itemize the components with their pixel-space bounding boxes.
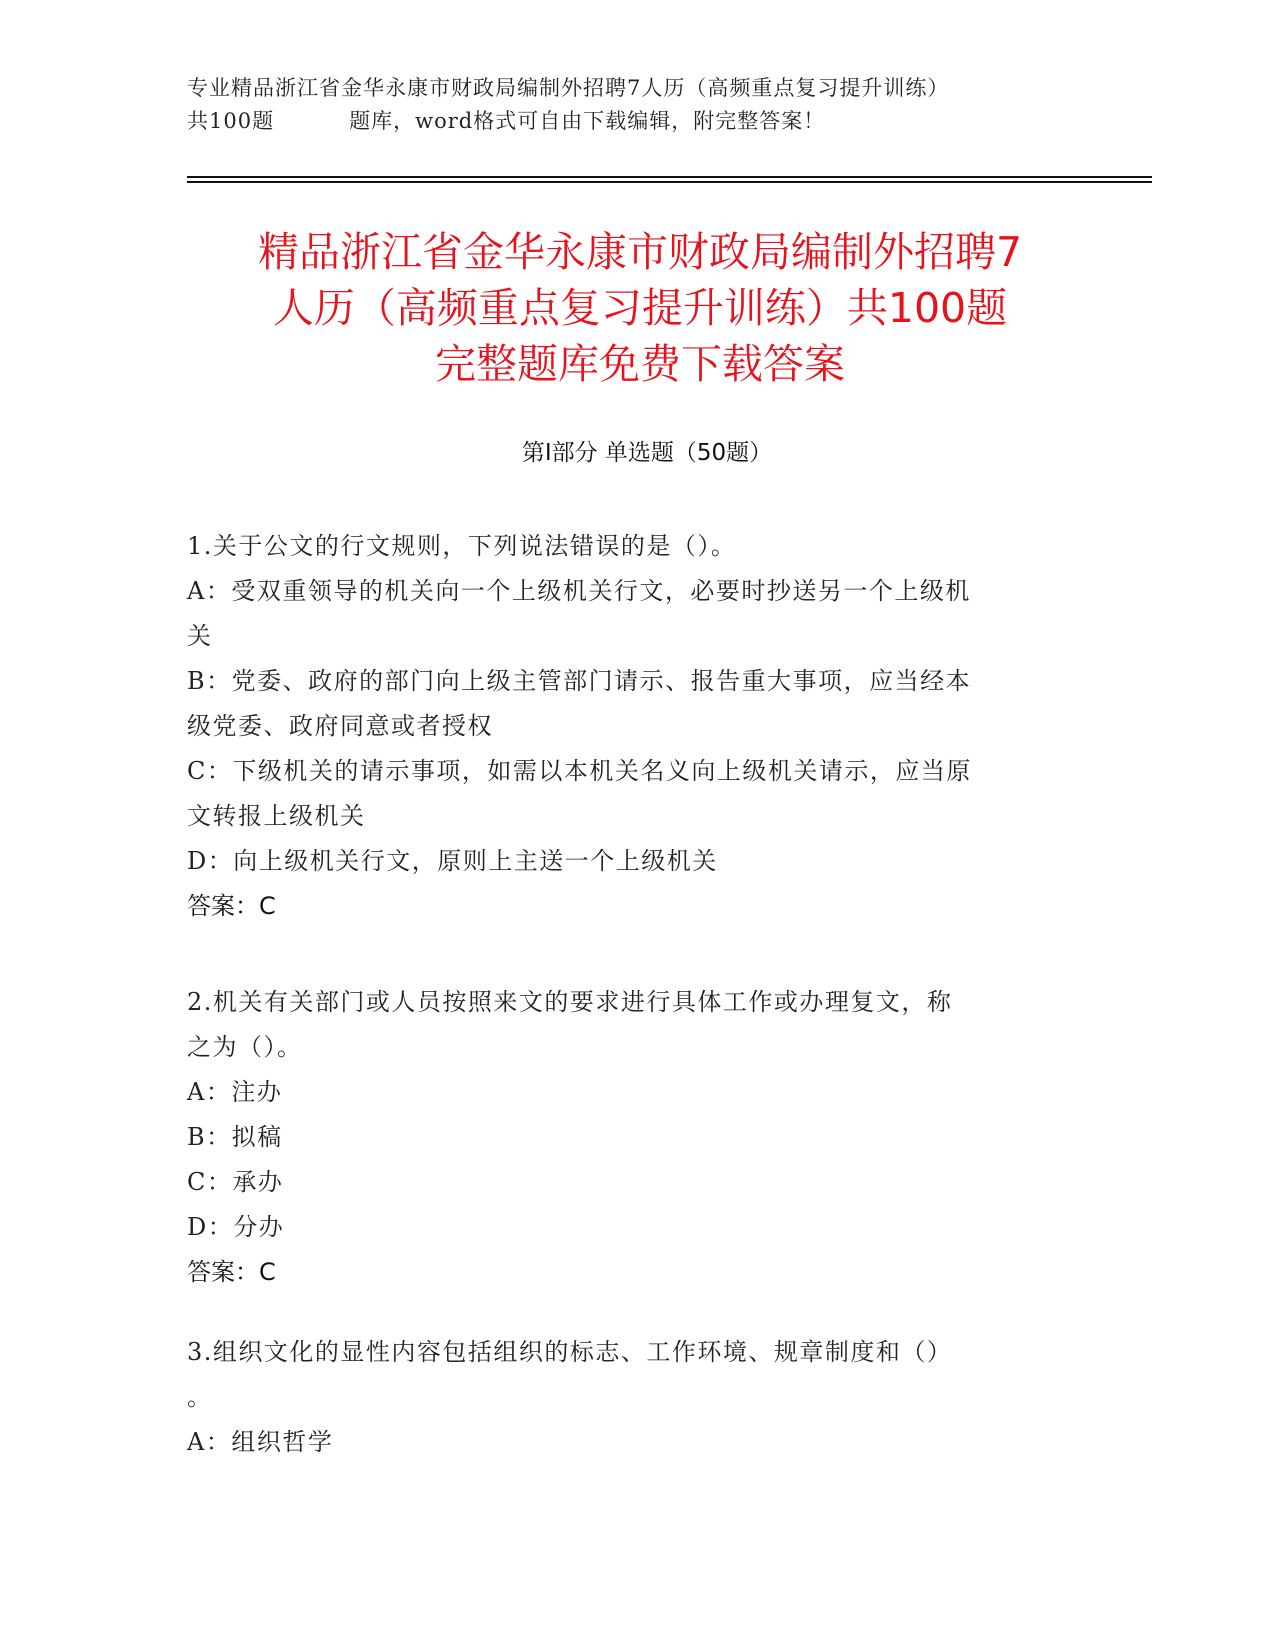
answer: 答案：C [187,1258,276,1286]
header-line-2-desc: 题库，word格式可自由下载编辑，附完整答案！ [349,109,826,133]
header-divider-bottom [187,181,1152,183]
option-a: A：注办 [187,1078,283,1106]
question-stem-cont: 之为（）。 [187,1033,303,1061]
section-heading: 第I部分 单选题（50题） [521,440,773,466]
question-3 [187,1330,1087,1465]
question-stem: 2.机关有关部门或人员按照来文的要求进行具体工作或办理复文，称 [187,988,953,1016]
document-title [190,224,1090,392]
question-2 [187,980,1087,1295]
option-d: D：分办 [187,1213,285,1241]
option-d: D：向上级机关行文，原则上主送一个上级机关 [187,847,718,875]
option-a: A：受双重领导的机关向一个上级机关行文，必要时抄送另一个上级机 [187,577,971,605]
title-line-1: 精品浙江省金华永康市财政局编制外招聘7 [257,228,1023,276]
option-a: A：组织哲学 [187,1428,334,1456]
title-line-2: 人历（高频重点复习提升训练）共100题 [272,284,1008,332]
option-b: B：拟稿 [187,1123,283,1151]
question-1 [187,524,1087,929]
option-a-cont: 关 [187,622,213,650]
answer: 答案：C [187,892,276,920]
header-line-2-count: 共100题 [187,109,275,133]
header-line-2 [187,105,1087,138]
option-c-cont: 文转报上级机关 [187,802,366,830]
header-note [187,72,1087,138]
option-c: C：下级机关的请示事项，如需以本机关名义向上级机关请示，应当原 [187,757,972,785]
question-stem: 3.组织文化的显性内容包括组织的标志、工作环境、规章制度和（） [187,1338,953,1366]
question-stem-cont: 。 [187,1383,213,1411]
option-c: C：承办 [187,1168,284,1196]
option-b: B：党委、政府的部门向上级主管部门请示、报告重大事项，应当经本 [187,667,972,695]
title-line-3: 完整题库免费下载答案 [435,340,845,388]
header-divider-top [187,176,1152,178]
header-line-1: 专业精品浙江省金华永康市财政局编制外招聘7人历（高频重点复习提升训练） [187,76,950,100]
question-stem: 1.关于公文的行文规则，下列说法错误的是（）。 [187,532,737,560]
option-b-cont: 级党委、政府同意或者授权 [187,712,493,740]
